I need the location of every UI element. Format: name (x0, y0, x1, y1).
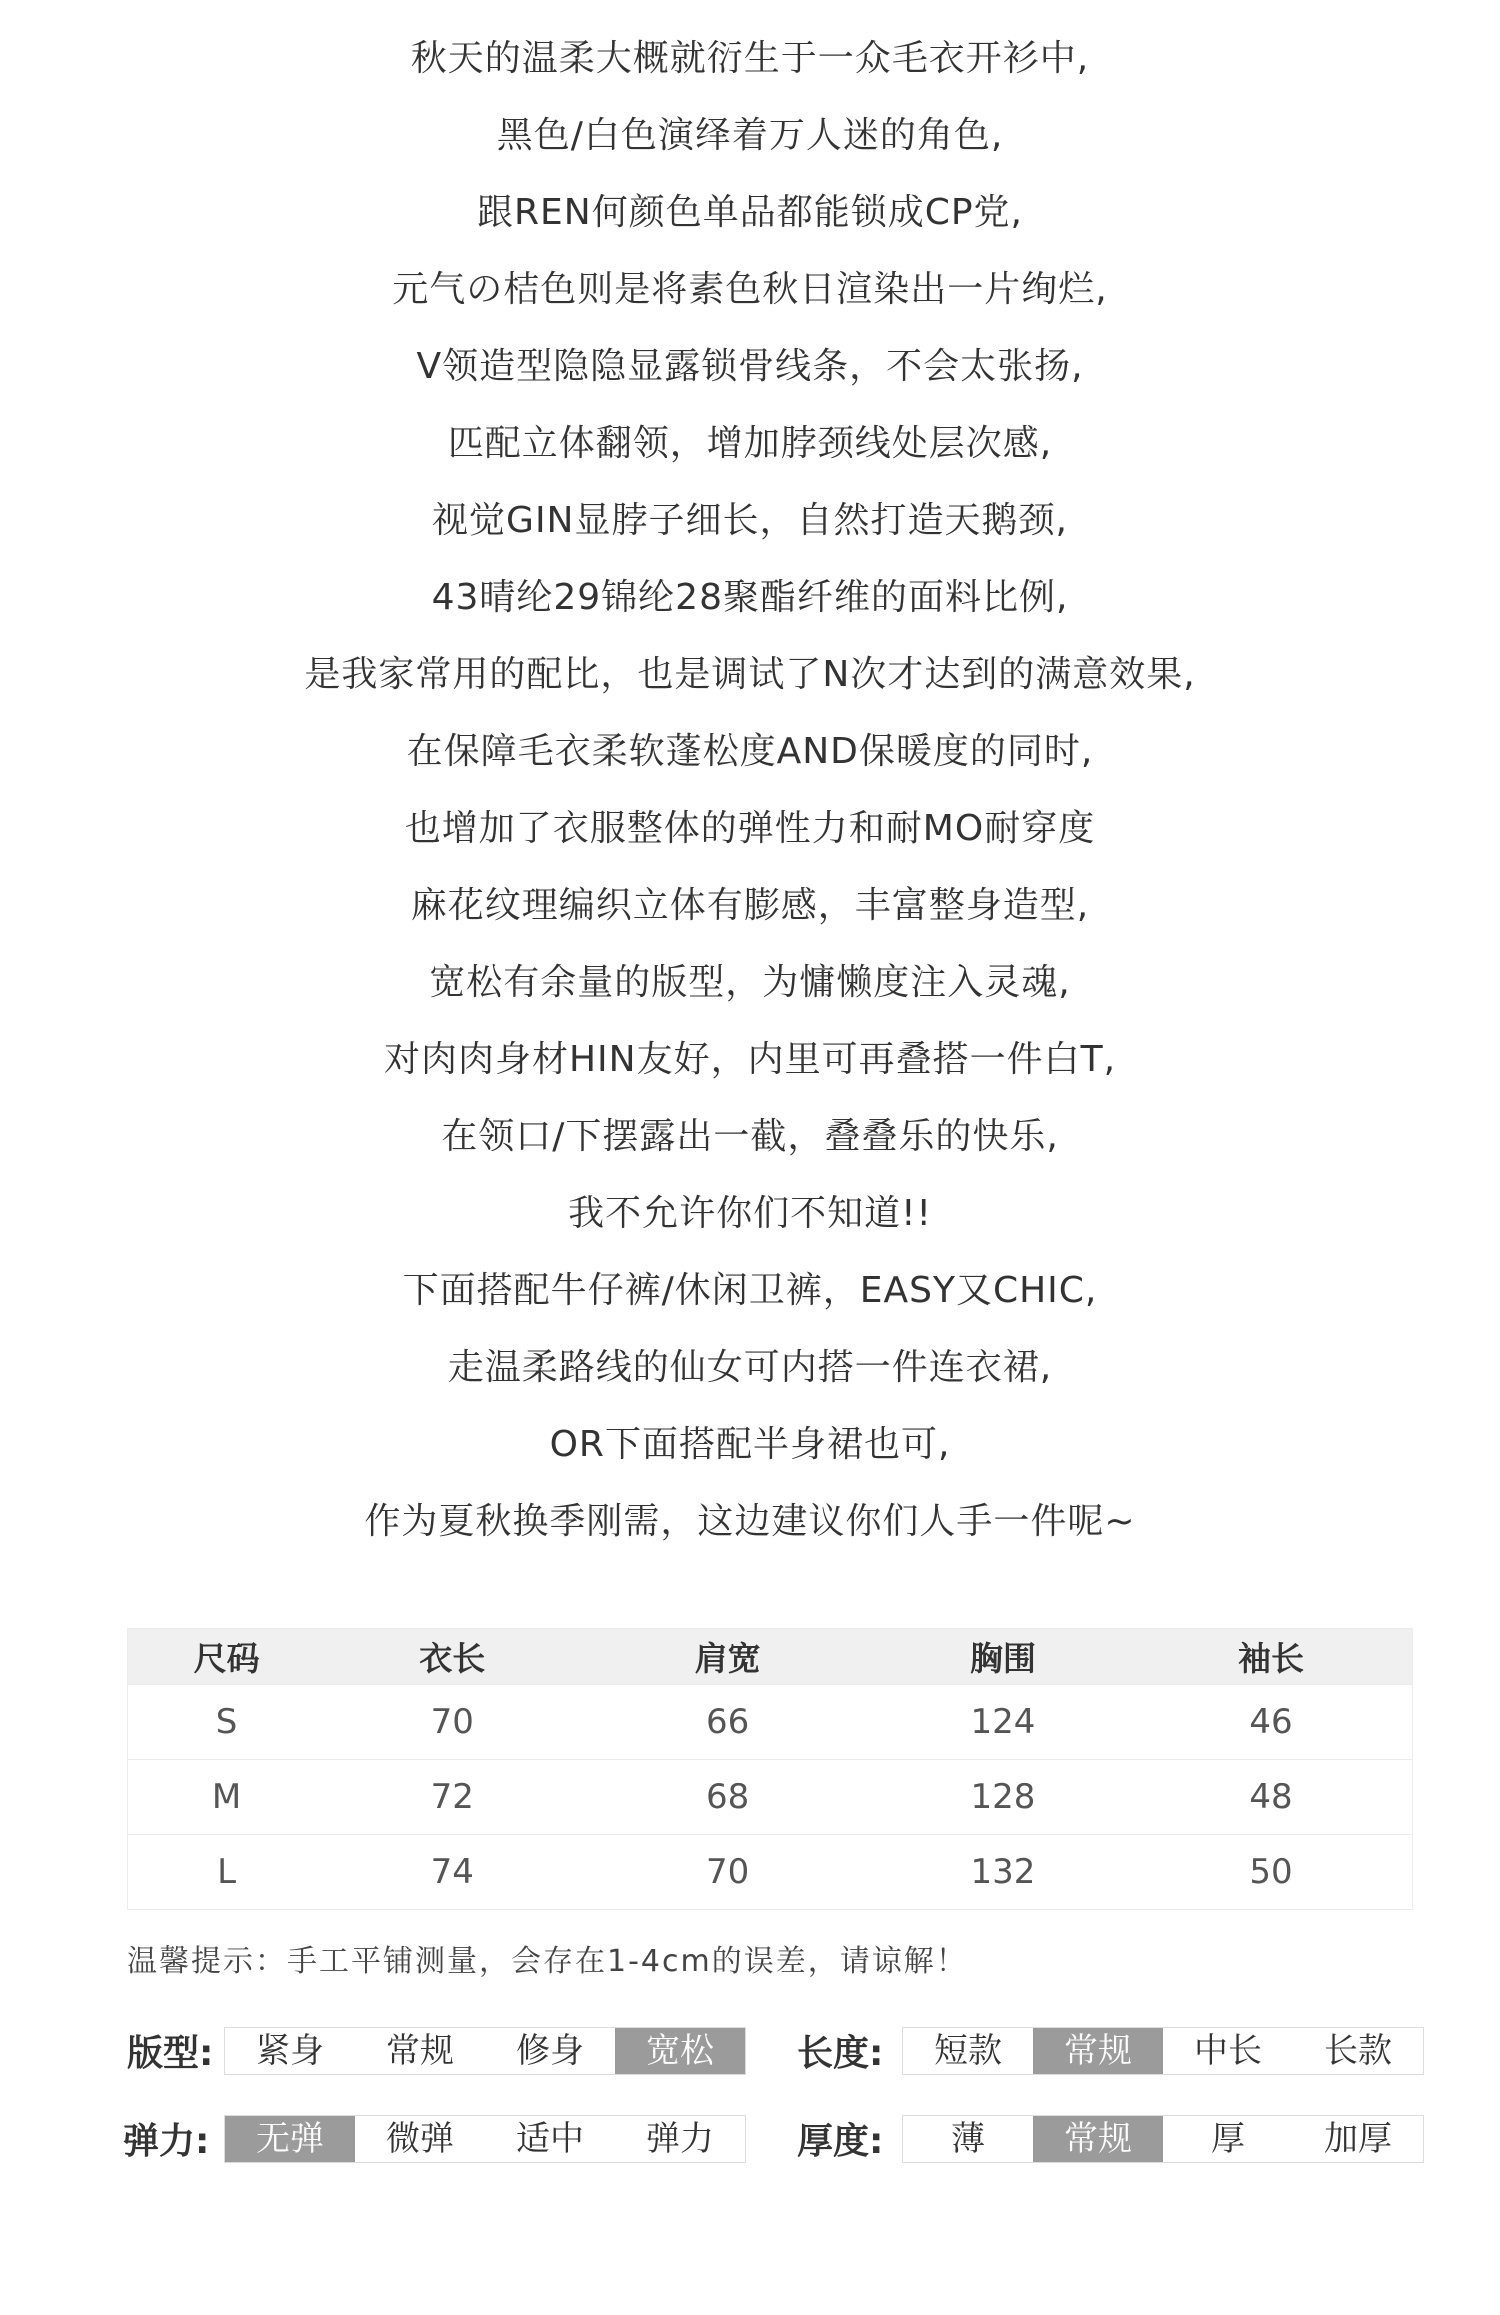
cell-length: 70 (430, 1702, 474, 1742)
header-chest: 胸围 (969, 1639, 1036, 1678)
cell-chest: 128 (970, 1777, 1036, 1817)
product-description (0, 28, 1500, 1568)
fit-option-loose: 宽松 (615, 2028, 745, 2074)
description-line: 43晴纶29锦纶28聚酯纤维的面料比例, (431, 577, 1069, 618)
length-option-medium: 中长 (1163, 2028, 1293, 2074)
header-shoulder: 肩宽 (694, 1639, 761, 1678)
length-attribute (797, 2025, 1424, 2076)
size-table (127, 1628, 1413, 1910)
description-line: 宽松有余量的版型，为慵懒度注入灵魂, (429, 962, 1071, 1003)
header-size: 尺码 (193, 1639, 260, 1678)
fit-option-tight: 紧身 (225, 2028, 355, 2074)
cell-sleeve: 46 (1249, 1702, 1293, 1742)
description-line: 对肉肉身材HIN友好，内里可再叠搭一件白T, (383, 1039, 1117, 1080)
table-row (128, 1835, 1413, 1910)
cell-shoulder: 70 (705, 1852, 750, 1892)
elasticity-option-moderate: 适中 (485, 2116, 615, 2162)
elasticity-option-stretch: 弹力 (615, 2116, 745, 2162)
description-line: 走温柔路线的仙女可内搭一件连衣裙, (447, 1347, 1053, 1388)
measurement-note: 温馨提示：手工平铺测量，会存在1-4cm的误差，请谅解！ (127, 1944, 968, 1979)
thickness-option-regular: 常规 (1033, 2116, 1163, 2162)
thickness-attribute (797, 2113, 1424, 2164)
thickness-options (902, 2115, 1424, 2163)
description-line: OR下面搭配半身裙也可, (549, 1424, 951, 1465)
description-line: 是我家常用的配比，也是调试了N次才达到的满意效果, (304, 654, 1196, 695)
elasticity-attribute (123, 2113, 746, 2164)
description-line: 麻花纹理编织立体有膨感，丰富整身造型, (410, 885, 1090, 926)
thickness-option-thick: 厚 (1163, 2116, 1293, 2162)
cell-length: 72 (430, 1777, 474, 1817)
fit-options (224, 2027, 746, 2075)
cell-sleeve: 50 (1249, 1852, 1293, 1892)
description-line: 秋天的温柔大概就衍生于一众毛衣开衫中, (410, 38, 1090, 79)
description-line: 跟REN何颜色单品都能锁成CP党, (477, 192, 1023, 233)
fit-option-slim: 修身 (485, 2028, 615, 2074)
elasticity-option-none: 无弹 (225, 2116, 355, 2162)
elasticity-option-slight: 微弹 (355, 2116, 485, 2162)
table-row (128, 1760, 1413, 1835)
length-option-long: 长款 (1293, 2028, 1423, 2074)
size-table-header-row (128, 1629, 1413, 1685)
description-line: 视觉GIN显脖子细长，自然打造天鹅颈, (432, 500, 1068, 541)
cell-shoulder: 66 (705, 1702, 750, 1742)
thickness-option-extra-thick: 加厚 (1293, 2116, 1423, 2162)
thickness-option-thin: 薄 (903, 2116, 1033, 2162)
length-options (902, 2027, 1424, 2075)
cell-shoulder: 68 (705, 1777, 750, 1817)
length-label: 长度: (797, 2033, 884, 2074)
length-option-regular: 常规 (1033, 2028, 1163, 2074)
cell-size: L (217, 1852, 237, 1892)
thickness-label: 厚度: (797, 2121, 884, 2162)
description-line: 也增加了衣服整体的弹性力和耐MO耐穿度 (404, 808, 1096, 849)
cell-size: M (211, 1777, 242, 1817)
cell-length: 74 (430, 1852, 474, 1892)
cell-chest: 124 (970, 1702, 1036, 1742)
cell-size: S (215, 1702, 238, 1742)
description-line: 作为夏秋换季刚需，这边建议你们人手一件呢~ (364, 1501, 1136, 1542)
fit-attribute (127, 2025, 746, 2076)
header-sleeve: 袖长 (1238, 1639, 1305, 1678)
description-line: 在领口/下摆露出一截，叠叠乐的快乐, (441, 1116, 1059, 1157)
fit-option-regular: 常规 (355, 2028, 485, 2074)
description-line: 下面搭配牛仔裤/休闲卫裤，EASY又CHIC, (402, 1270, 1098, 1311)
description-line: 匹配立体翻领，增加脖颈线处层次感, (447, 423, 1053, 464)
header-length: 衣长 (419, 1639, 486, 1678)
fit-label: 版型: (127, 2033, 214, 2074)
description-line: 黑色/白色演绎着万人迷的角色, (496, 115, 1004, 156)
elasticity-options (224, 2115, 746, 2163)
cell-chest: 132 (970, 1852, 1036, 1892)
cell-sleeve: 48 (1249, 1777, 1293, 1817)
table-row (128, 1685, 1413, 1760)
description-line: 我不允许你们不知道!! (568, 1193, 932, 1234)
description-line: 在保障毛衣柔软蓬松度AND保暖度的同时, (406, 731, 1094, 772)
elasticity-label: 弹力: (123, 2121, 210, 2162)
description-line: V领造型隐隐显露锁骨线条，不会太张扬, (416, 346, 1084, 387)
description-line: 元气の桔色则是将素色秋日渲染出一片绚烂, (392, 269, 1108, 310)
length-option-short: 短款 (903, 2028, 1033, 2074)
